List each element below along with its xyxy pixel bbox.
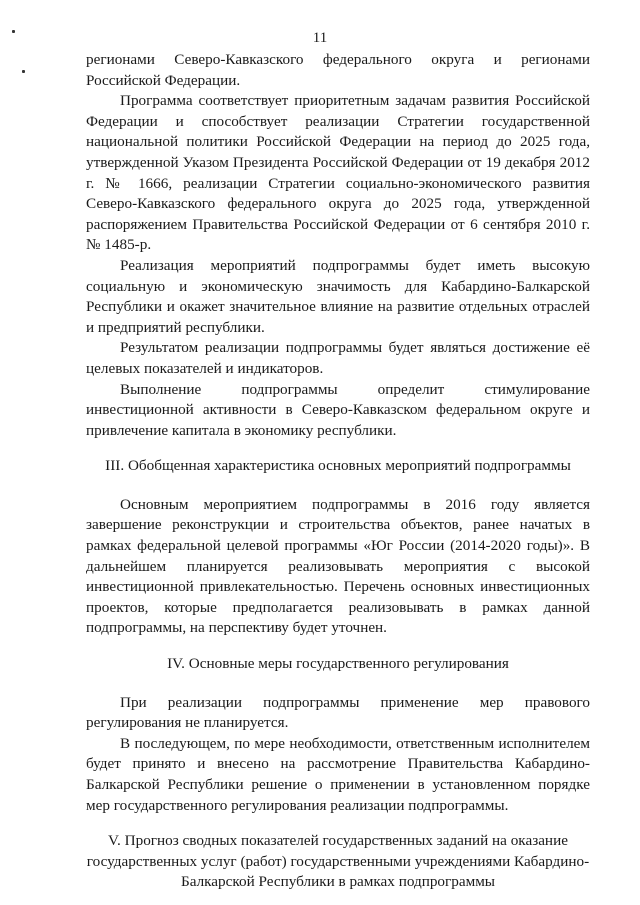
paragraph: регионами Северо-Кавказского федерального округа и регионами Российской Федерации. [86,51,590,89]
paragraph: Результатом реализации подпрограммы будет являться достижение её целевых показателей и индикаторов. [86,339,590,377]
page-number: 11 [312,30,328,46]
paragraph: Программа соответствует приоритетным задачам развития Российской Федерации и способствует реализации Стратегии государственной национальной политики Российской Федерации на период до 2025 года, утвержденной Указом Президента Российской Федерации от 19 декабря 2012 г. № 1666, реализации Стратегии социально-экономического развития Северо-Кавказского федерального округа до 2025 года, утвержденной распоряжением Правительства Российской Федерации от 6 сентября 2010 г. № 1485-р. [86,92,590,254]
paragraph: Реализация мероприятий подпрограммы будет иметь высокую социальную и экономическую значимость для Кабардино-Балкарской Республики и окажет значительное влияние на развитие отдельных отраслей и предприятий республики. [86,256,590,336]
scan-mark [22,70,25,73]
paragraph: При реализации подпрограммы применение мер правового регулирования не планируется. [86,693,590,732]
document-body [86,50,590,893]
section-heading: III. Обобщенная характеристика основных мероприятий подпрограммы [105,457,571,475]
section-heading: IV. Основные меры государственного регулирования [167,655,509,673]
paragraph: Основным мероприятием подпрограммы в 2016 году является завершение реконструкции и строительства объектов, ранее начатых в рамках федеральной целевой программы «Юг России (2014-2020 годы)». В дальнейшем планируется реализовывать мероприятия с высокой инвестиционной привлекательностью. Перечень основных инвестиционных проектов, которые предполагается реализовывать в рамках данной подпрограммы, на перспективу будет уточнен. [86,495,590,637]
paragraph: В последующем, по мере необходимости, ответственным исполнителем будет принято и внесено на рассмотрение Правительства Кабардино-Балкарской Республики решение о применении в установленном порядке мер государственного регулирования реализации подпрограммы. [86,734,590,814]
paragraph: Выполнение подпрограммы определит стимулирование инвестиционной активности в Северо-Кавказском федеральном округе и привлечение капитала в экономику республики. [86,380,590,439]
section-heading: V. Прогноз сводных показателей государственных заданий на оказание государственных услуг (работ) государственными учреждениями Кабардино-Балкарской Республики в рамках подпрограммы [86,832,590,891]
